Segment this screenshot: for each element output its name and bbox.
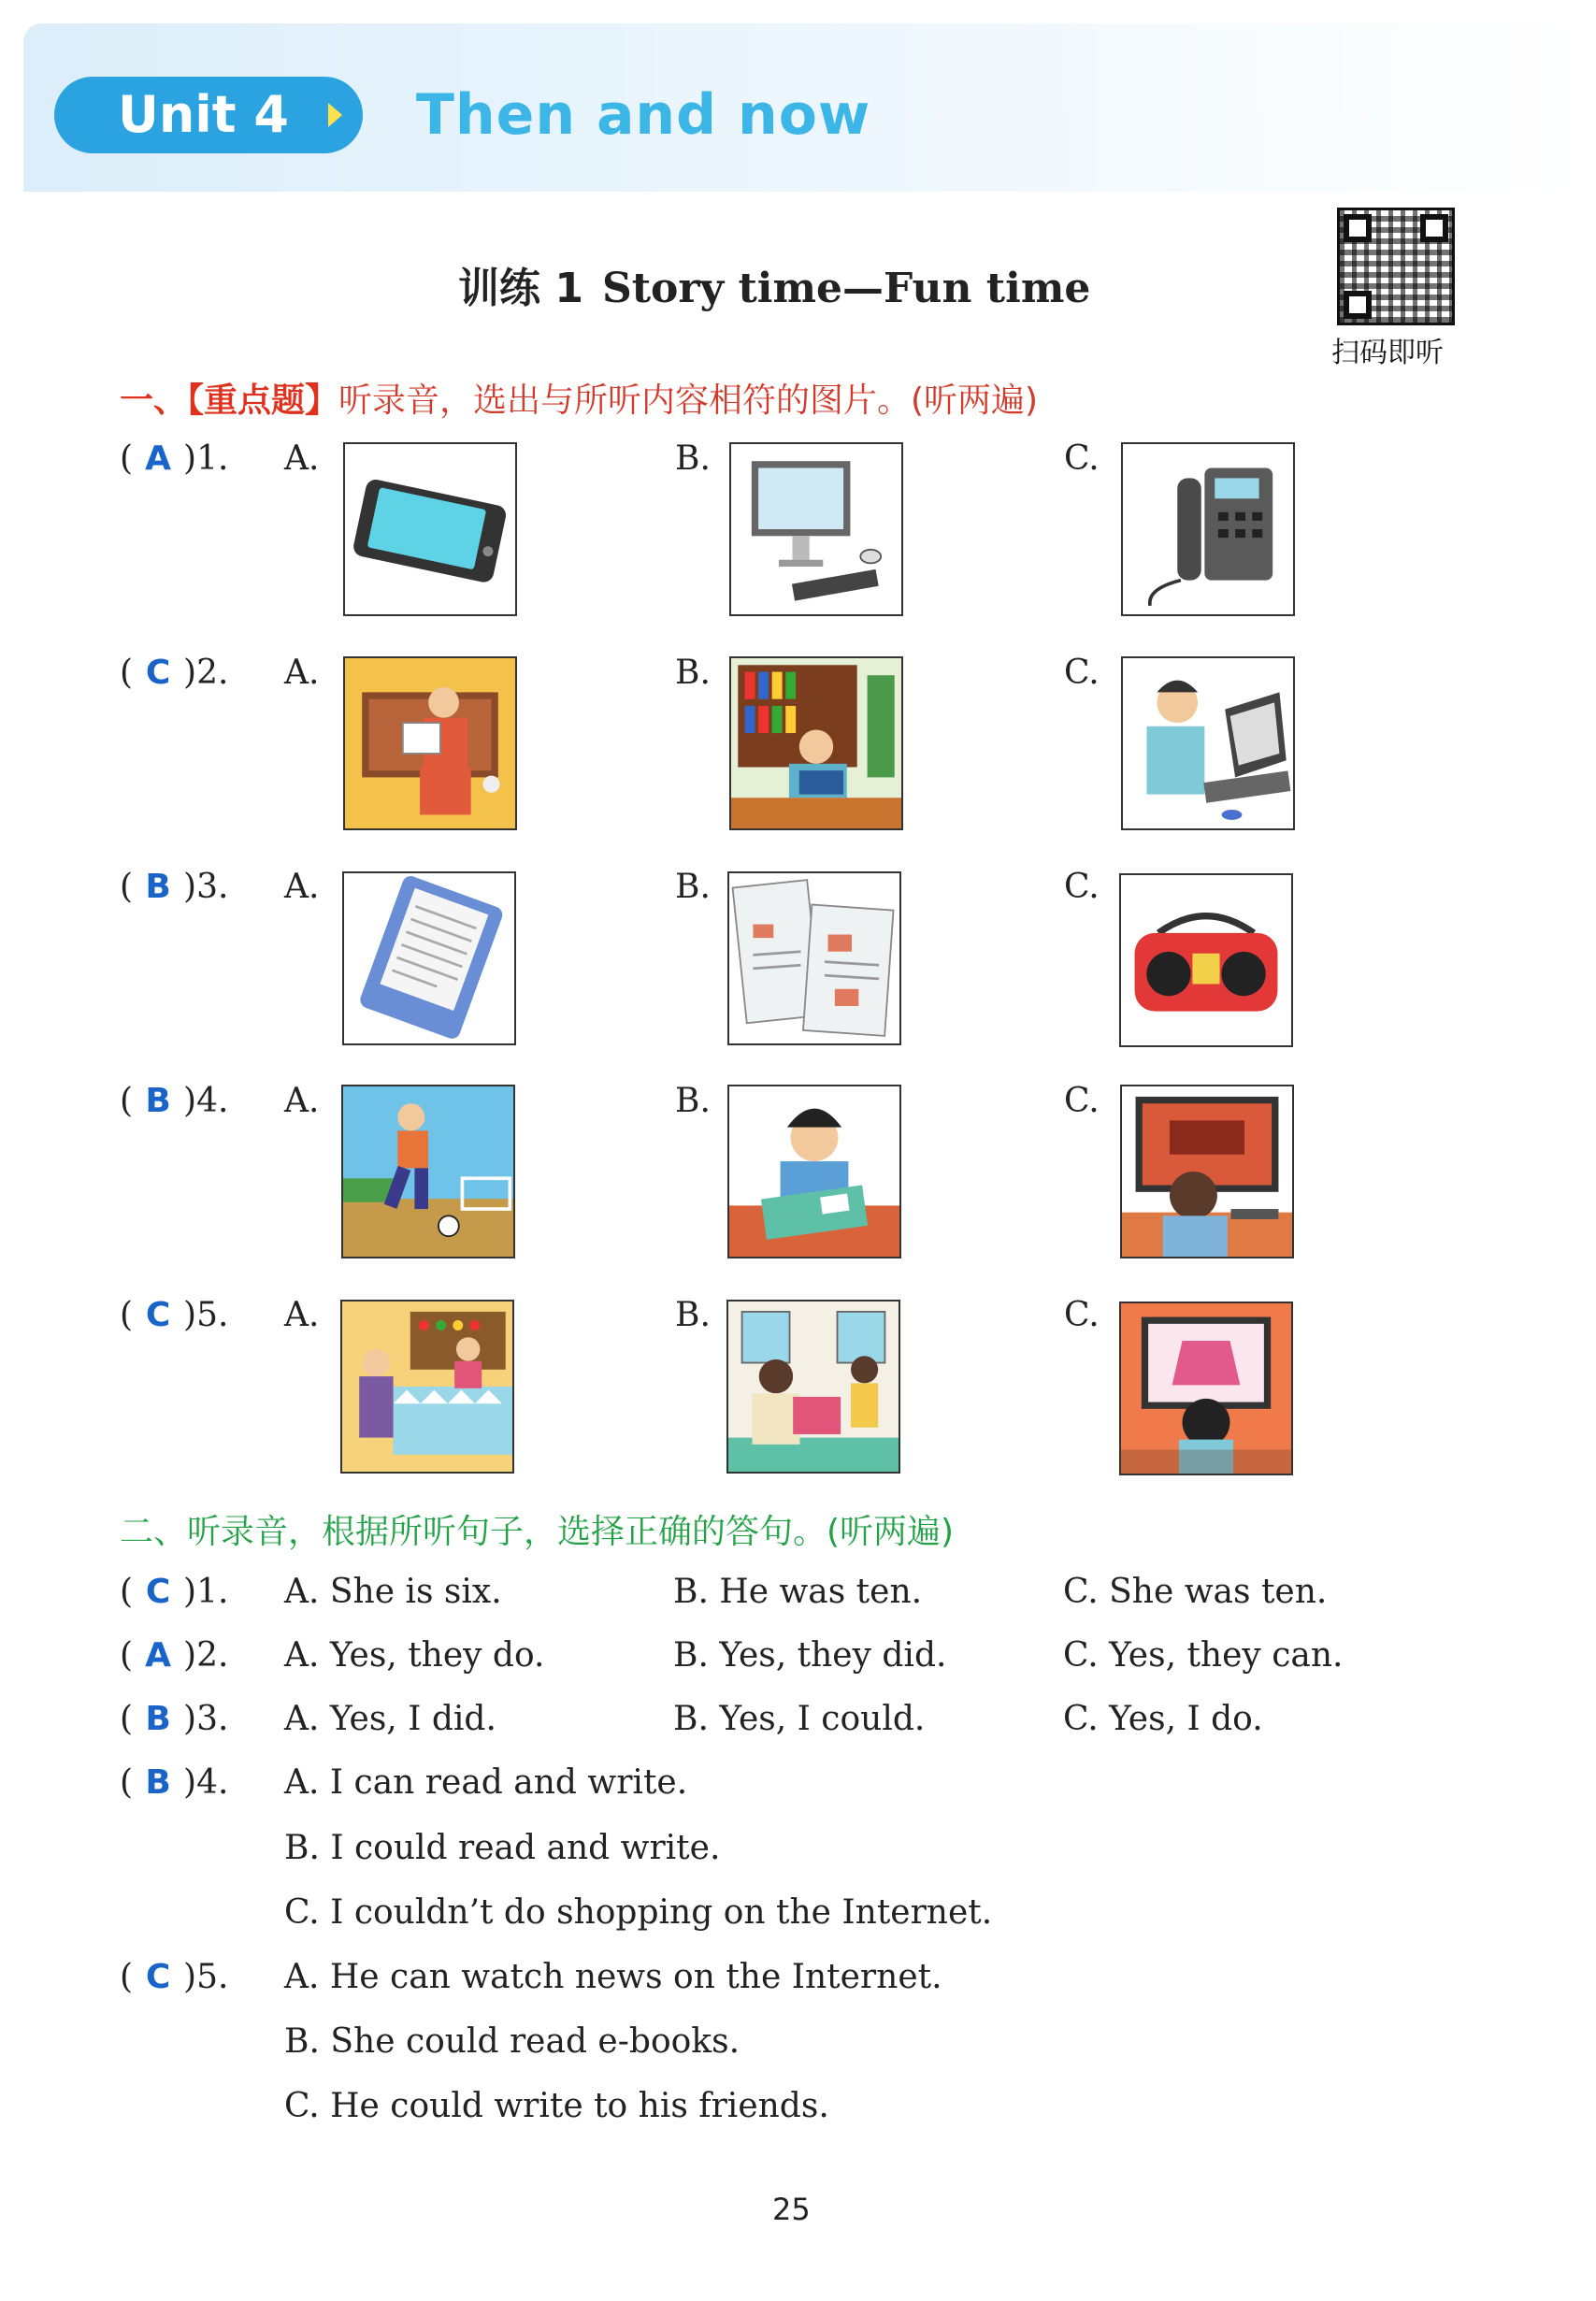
woman-shopping-market-image: [340, 1300, 514, 1474]
question-1-4: ( B )4.: [120, 1082, 229, 1120]
girl-watching-computer-image: [1120, 1085, 1294, 1258]
answer: C: [145, 654, 171, 692]
page-number: 25: [772, 2192, 811, 2227]
option-label: B.: [675, 868, 711, 906]
answer: B: [145, 1763, 171, 1802]
play-arrow-icon: [328, 103, 342, 127]
lesson-title-en: Story time—Fun time: [601, 265, 1091, 312]
choice-c: C. She was ten.: [1063, 1573, 1328, 1611]
question-number: )5.: [183, 1958, 229, 1996]
option-label: C.: [1064, 868, 1100, 906]
choice-b: B. Yes, I could.: [673, 1700, 926, 1738]
choice-b: B. She could read e-books.: [284, 2022, 740, 2061]
choice-a: A. Yes, I did.: [284, 1700, 496, 1738]
unit-badge: [54, 77, 363, 153]
answer: A: [145, 439, 171, 478]
unit-label: Unit 4: [118, 85, 289, 144]
choice-a: A. Yes, they do.: [284, 1636, 545, 1675]
mother-daughter-clothes-image: [726, 1300, 900, 1474]
question-2-2: ( A )2.: [120, 1636, 229, 1675]
option-label: C.: [1064, 439, 1100, 478]
option-label: A.: [284, 1082, 320, 1120]
answer: C: [145, 1958, 171, 1996]
option-label: B.: [675, 654, 711, 692]
choice-b: B. He was ten.: [673, 1573, 923, 1611]
question-number: )4.: [183, 1763, 229, 1802]
option-label: A.: [284, 868, 320, 906]
question-2-1: ( C )1.: [120, 1573, 229, 1611]
man-reading-book-image: [729, 656, 903, 830]
question-1-2: ( C )2.: [120, 654, 229, 692]
option-label: C.: [1064, 1082, 1100, 1120]
question-number: )3.: [183, 1700, 229, 1738]
option-label: B.: [675, 439, 711, 478]
answer: C: [145, 1296, 171, 1334]
question-2-4: ( B )4.: [120, 1763, 229, 1802]
choice-b: B. Yes, they did.: [673, 1636, 947, 1675]
answer: B: [145, 1082, 171, 1120]
lesson-title-cn: 训练 1: [458, 265, 583, 312]
boy-using-laptop-image: [1121, 656, 1295, 830]
man-reading-newspaper-image: [343, 656, 517, 830]
option-label: B.: [675, 1296, 711, 1334]
choice-c: C. Yes, they can.: [1063, 1636, 1344, 1675]
question-number: )3.: [183, 868, 229, 906]
question-2-3: ( B )3.: [120, 1700, 229, 1738]
section1-tag: 一、【重点题】: [120, 381, 339, 420]
e-reader-image: [342, 871, 516, 1045]
question-number: )4.: [183, 1082, 229, 1120]
option-label: B.: [675, 1082, 711, 1120]
answer: B: [145, 1700, 171, 1738]
question-number: )1.: [183, 439, 229, 478]
question-1-1: ( A )1.: [120, 439, 229, 478]
lesson-title: [458, 254, 1090, 314]
question-number: )1.: [183, 1573, 229, 1611]
answer: A: [145, 1636, 171, 1675]
question-1-5: ( C )5.: [120, 1296, 229, 1334]
telephone-image: [1121, 442, 1295, 616]
choice-c: C. I couldn’t do shopping on the Internet.: [284, 1893, 993, 1932]
option-label: A.: [284, 654, 320, 692]
boy-making-model-image: [727, 1085, 901, 1258]
boy-playing-football-image: [341, 1085, 515, 1258]
girl-online-shopping-image: [1119, 1302, 1293, 1475]
question-number: )2.: [183, 1636, 229, 1675]
choice-c: C. He could write to his friends.: [284, 2087, 829, 2125]
option-label: C.: [1064, 1296, 1100, 1334]
section1-title: [120, 374, 1038, 422]
choice-a: A. He can watch news on the Internet.: [284, 1958, 942, 1996]
choice-a: A. I can read and write.: [284, 1763, 688, 1802]
choice-c: C. Yes, I do.: [1063, 1700, 1263, 1738]
question-number: )5.: [183, 1296, 229, 1334]
computer-image: [729, 442, 903, 616]
answer: C: [145, 1573, 171, 1611]
question-2-5: ( C )5.: [120, 1958, 229, 1996]
qr-label: 扫码即听: [1331, 337, 1444, 369]
question-number: )2.: [183, 654, 229, 692]
qr-code-icon[interactable]: [1337, 208, 1455, 325]
option-label: C.: [1064, 654, 1100, 692]
choice-b: B. I could read and write.: [284, 1829, 721, 1867]
newspaper-image: [727, 871, 901, 1045]
choice-a: A. She is six.: [284, 1573, 502, 1611]
option-label: A.: [284, 439, 320, 478]
section2-title: 二、听录音，根据所听句子，选择正确的答句。(听两遍): [120, 1513, 955, 1551]
section1-instruction: 听录音，选出与所听内容相符的图片。(听两遍): [338, 381, 1039, 420]
smartphone-image: [343, 442, 517, 616]
question-1-3: ( B )3.: [120, 868, 229, 906]
answer: B: [145, 868, 171, 906]
option-label: A.: [284, 1296, 320, 1334]
radio-image: [1119, 873, 1293, 1047]
unit-title: Then and now: [416, 82, 871, 148]
